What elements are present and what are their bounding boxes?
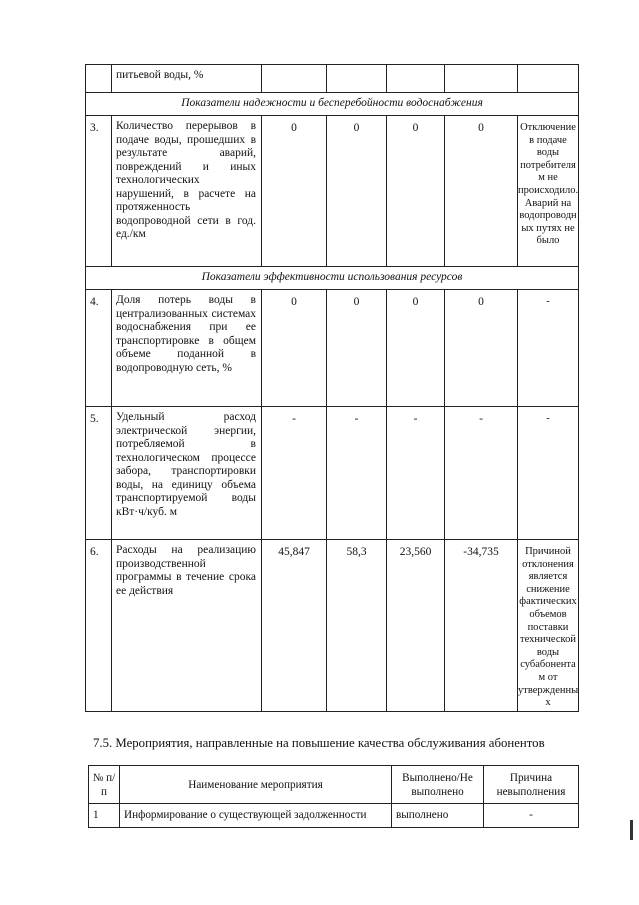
table-header-row	[89, 766, 579, 804]
header-name: Наименование мероприятия	[120, 766, 392, 804]
value-cell: 23,560	[387, 540, 445, 712]
measure-name: Информирование о существующей задолженности	[120, 804, 392, 828]
table-row	[86, 65, 579, 93]
value-cell: 0	[262, 290, 327, 407]
note-cell: -	[518, 407, 579, 540]
value-cell: -	[327, 407, 387, 540]
table-row	[86, 407, 579, 540]
note-cell: Причиной отклонения является снижение фактических объемов поставки технической воды субабонента м от утвержденны х	[518, 540, 579, 712]
section-title-efficiency: Показатели эффективности использования ресурсов	[86, 267, 579, 290]
value-cell: 0	[387, 290, 445, 407]
value-cell: -	[445, 407, 518, 540]
value-cell: 0	[445, 290, 518, 407]
table-row	[86, 116, 579, 267]
value-cell: 0	[262, 116, 327, 267]
row-number: 3.	[86, 116, 112, 267]
note-cell: -	[518, 290, 579, 407]
value-cell: -	[387, 407, 445, 540]
table-row	[86, 540, 579, 712]
table-row	[89, 804, 579, 828]
table-row	[86, 290, 579, 407]
row-description: Доля потерь воды в централизованных системах водоснабжения при ее транспортировке в общем объеме поданной в водопроводную сеть, %	[112, 290, 262, 407]
row-description: питьевой воды, %	[112, 65, 262, 93]
header-status: Выполнено/Не выполнено	[392, 766, 484, 804]
value-cell: 0	[327, 116, 387, 267]
value-cell: -34,735	[445, 540, 518, 712]
measure-status: выполнено	[392, 804, 484, 828]
row-description: Удельный расход электрической энергии, потребляемой в технологическом процессе забора, транспортировки воды, на единицу объема транспортируемой воды кВт·ч/куб. м	[112, 407, 262, 540]
section-title-reliability: Показатели надежности и бесперебойности водоснабжения	[86, 93, 579, 116]
section-row	[86, 267, 579, 290]
value-cell: 45,847	[262, 540, 327, 712]
measure-reason: -	[484, 804, 579, 828]
row-number: 1	[89, 804, 120, 828]
binding-mark	[630, 820, 633, 840]
section-row	[86, 93, 579, 116]
row-number: 6.	[86, 540, 112, 712]
value-cell: 58,3	[327, 540, 387, 712]
value-cell: 0	[445, 116, 518, 267]
row-number: 5.	[86, 407, 112, 540]
row-number: 4.	[86, 290, 112, 407]
row-description: Количество перерывов в подаче воды, прошедших в результате аварий, повреждений и иных технологических нарушений, в расчете на протяженность водопроводной сети в год. ед./км	[112, 116, 262, 267]
indicators-table	[85, 64, 579, 712]
value-cell: 0	[387, 116, 445, 267]
value-cell: -	[262, 407, 327, 540]
header-reason: Причина невыполнения	[484, 766, 579, 804]
measures-table	[88, 765, 579, 828]
value-cell: 0	[327, 290, 387, 407]
section-heading: 7.5. Мероприятия, направленные на повышение качества обслуживания абонентов	[93, 736, 545, 750]
row-description: Расходы на реализацию производственной программы в течение срока ее действия	[112, 540, 262, 712]
note-cell: Отключение в подаче воды потребителя м не происходило. Аварий на водопроводн ых путях не было	[518, 116, 579, 267]
header-num: № п/п	[89, 766, 120, 804]
